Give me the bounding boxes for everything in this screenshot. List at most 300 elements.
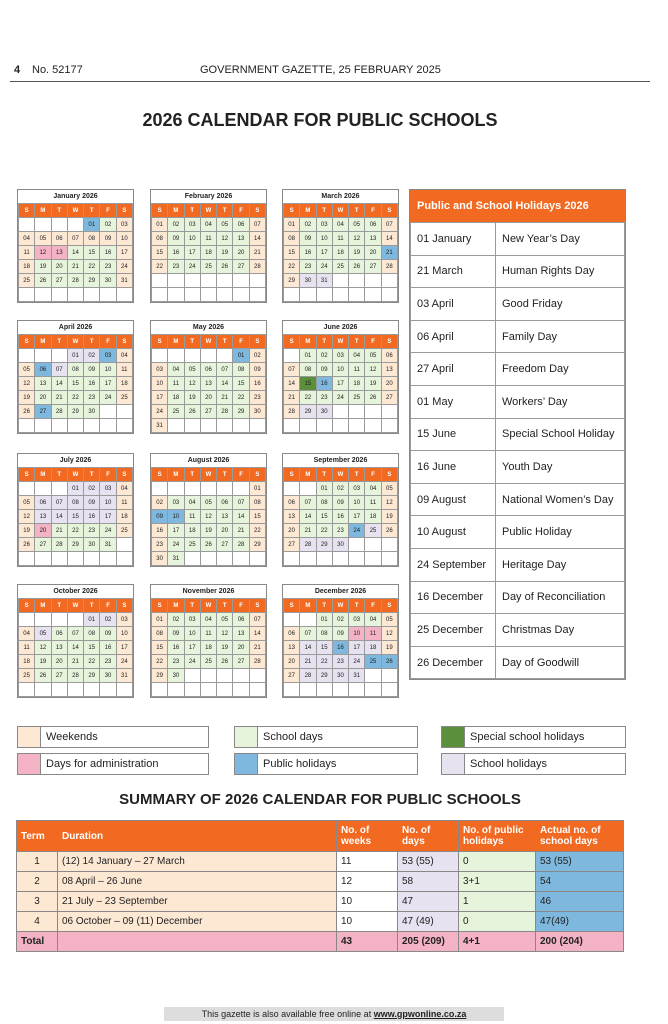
day-header: T (51, 599, 67, 613)
calendar-day: 05 (217, 613, 233, 627)
calendar-day: 13 (381, 363, 397, 377)
calendar-day: 26 (381, 524, 397, 538)
calendar-day (381, 288, 397, 302)
calendar-day: 08 (67, 496, 83, 510)
calendar-day: 15 (152, 246, 168, 260)
calendar-day: 21 (249, 641, 265, 655)
day-header: S (249, 468, 265, 482)
calendar-day: 19 (19, 391, 35, 405)
calendar-day: 05 (365, 349, 381, 363)
holiday-name: Youth Day (496, 451, 625, 484)
calendar-day: 02 (300, 218, 316, 232)
calendar-day (67, 419, 83, 433)
calendar-day (365, 669, 381, 683)
day-header: S (152, 468, 168, 482)
col-public: No. of public holidays (459, 821, 536, 852)
calendar-day: 01 (316, 613, 332, 627)
holidays-table (409, 189, 626, 680)
calendar-day (349, 538, 365, 552)
calendar-day: 23 (332, 655, 348, 669)
calendar-day: 05 (217, 218, 233, 232)
calendar-day: 20 (284, 524, 300, 538)
month-title: September 2026 (313, 457, 368, 464)
calendar-day (349, 683, 365, 697)
calendar-day: 10 (349, 496, 365, 510)
calendar-day: 30 (332, 669, 348, 683)
calendar-day: 06 (35, 363, 51, 377)
calendar-day: 29 (284, 274, 300, 288)
calendar-day (249, 274, 265, 288)
calendar-day: 15 (84, 641, 100, 655)
calendar-day: 25 (19, 274, 35, 288)
calendar-day: 10 (316, 232, 332, 246)
calendar-day (284, 288, 300, 302)
day-header: F (233, 335, 249, 349)
day-header: F (100, 335, 116, 349)
calendar-day: 21 (67, 655, 83, 669)
calendar-day (365, 552, 381, 566)
calendar-day (349, 274, 365, 288)
calendar-day: 27 (35, 538, 51, 552)
calendar-day: 25 (168, 405, 184, 419)
calendar-day (116, 405, 132, 419)
calendar-day (168, 419, 184, 433)
public-holiday-swatch (235, 754, 258, 774)
holiday-row (411, 548, 625, 581)
holiday-row (411, 581, 625, 614)
calendar-day (365, 288, 381, 302)
calendar-day: 31 (116, 669, 132, 683)
month-calendar (282, 453, 399, 567)
calendar-day: 30 (316, 405, 332, 419)
calendar-day (381, 274, 397, 288)
calendar-day: 18 (116, 377, 132, 391)
calendar-day: 24 (332, 391, 348, 405)
calendar-day (200, 274, 216, 288)
calendar-day: 24 (116, 260, 132, 274)
calendar-day: 02 (100, 613, 116, 627)
calendar-day: 22 (316, 524, 332, 538)
calendar-day (316, 288, 332, 302)
day-header: W (332, 468, 348, 482)
holiday-date: 16 June (411, 451, 496, 484)
calendar-day: 11 (184, 510, 200, 524)
calendar-day: 07 (51, 496, 67, 510)
calendar-day: 15 (67, 377, 83, 391)
holiday-row (411, 418, 625, 451)
calendar-day: 31 (349, 669, 365, 683)
total-days: 205 (209) (398, 932, 459, 952)
calendar-day (168, 274, 184, 288)
calendar-day: 12 (19, 377, 35, 391)
legend-label: Weekends (46, 731, 98, 743)
calendar-day: 27 (200, 405, 216, 419)
calendar-day (200, 552, 216, 566)
col-term: Term (17, 821, 58, 852)
calendar-day (19, 613, 35, 627)
calendar-day (35, 482, 51, 496)
summary-cell-weeks: 11 (337, 852, 398, 872)
calendar-day: 07 (284, 363, 300, 377)
day-header: M (300, 335, 316, 349)
calendar-day: 14 (249, 232, 265, 246)
calendar-day: 05 (35, 232, 51, 246)
calendar-day (249, 419, 265, 433)
calendar-day: 26 (217, 655, 233, 669)
calendar-day (19, 683, 35, 697)
calendar-day: 07 (67, 232, 83, 246)
holiday-row (411, 223, 625, 256)
calendar-day (152, 482, 168, 496)
calendar-day: 30 (100, 274, 116, 288)
calendar-day: 24 (184, 655, 200, 669)
calendar-day: 12 (381, 627, 397, 641)
calendar-day: 06 (233, 218, 249, 232)
calendar-day: 19 (200, 524, 216, 538)
calendar-day (217, 482, 233, 496)
calendar-day: 09 (100, 627, 116, 641)
day-header: S (19, 468, 35, 482)
calendar-day (84, 419, 100, 433)
legend-label: School days (263, 731, 323, 743)
holiday-name: Family Day (496, 320, 625, 353)
day-header: S (19, 204, 35, 218)
calendar-day: 05 (35, 627, 51, 641)
calendar-day: 21 (284, 391, 300, 405)
summary-cell-duration: 21 July – 23 September (58, 892, 337, 912)
calendar-day: 09 (100, 232, 116, 246)
day-header: T (316, 335, 332, 349)
calendar-day: 14 (67, 246, 83, 260)
calendar-day: 13 (35, 377, 51, 391)
summary-cell-days: 47 (49) (398, 912, 459, 932)
calendar-day: 31 (116, 274, 132, 288)
calendar-day: 23 (316, 391, 332, 405)
calendar-day: 02 (152, 496, 168, 510)
month-calendar (17, 189, 134, 303)
holiday-name: Workers’ Day (496, 385, 625, 418)
legend-public (234, 753, 418, 775)
calendar-day: 22 (249, 524, 265, 538)
calendar-day: 29 (316, 538, 332, 552)
calendar-day (332, 419, 348, 433)
calendar-day: 01 (284, 218, 300, 232)
calendar-day (84, 288, 100, 302)
calendar-day: 16 (84, 377, 100, 391)
school-days-swatch (235, 727, 258, 747)
calendar-day (300, 613, 316, 627)
holiday-name: Day of Goodwill (496, 646, 625, 679)
day-header: F (100, 599, 116, 613)
calendar-day: 21 (300, 655, 316, 669)
calendar-day: 10 (100, 363, 116, 377)
calendar-day (349, 552, 365, 566)
calendar-day (249, 669, 265, 683)
calendar-day: 02 (100, 218, 116, 232)
calendar-day: 06 (284, 627, 300, 641)
col-actual: Actual no. of school days (536, 821, 624, 852)
calendar-day (19, 552, 35, 566)
calendar-day: 26 (35, 274, 51, 288)
calendar-day: 04 (349, 349, 365, 363)
calendar-day (349, 419, 365, 433)
calendar-day: 23 (332, 524, 348, 538)
day-header: S (381, 599, 397, 613)
calendar-day: 21 (233, 524, 249, 538)
day-header: T (84, 599, 100, 613)
calendar-day: 29 (84, 669, 100, 683)
calendar-day: 27 (284, 669, 300, 683)
calendar-day: 06 (51, 232, 67, 246)
calendar-day: 11 (116, 496, 132, 510)
calendar-day: 19 (35, 655, 51, 669)
issue-number: No. 52177 (32, 64, 83, 76)
calendar-day (51, 683, 67, 697)
holiday-date: 06 April (411, 320, 496, 353)
calendar-day (19, 218, 35, 232)
calendar-day (365, 538, 381, 552)
calendar-day (35, 683, 51, 697)
calendar-day: 07 (51, 363, 67, 377)
calendar-day: 17 (116, 641, 132, 655)
calendar-day (249, 683, 265, 697)
day-header: M (300, 599, 316, 613)
calendar-day: 22 (84, 260, 100, 274)
calendar-day: 20 (51, 655, 67, 669)
day-header: T (184, 468, 200, 482)
calendar-day: 17 (332, 377, 348, 391)
holiday-name: Christmas Day (496, 614, 625, 647)
calendar-day: 09 (168, 627, 184, 641)
calendar-day: 24 (349, 655, 365, 669)
calendar-day: 10 (116, 232, 132, 246)
day-header: T (51, 468, 67, 482)
calendar-day (249, 288, 265, 302)
calendar-day: 04 (365, 482, 381, 496)
calendar-day: 10 (332, 363, 348, 377)
day-header: T (184, 599, 200, 613)
calendar-day (217, 669, 233, 683)
calendar-day: 03 (332, 349, 348, 363)
calendar-day: 06 (381, 349, 397, 363)
calendar-day: 03 (168, 496, 184, 510)
month-title: June 2026 (323, 324, 358, 331)
day-header: M (35, 335, 51, 349)
day-header: F (233, 204, 249, 218)
calendar-day: 04 (332, 218, 348, 232)
calendar-day: 15 (284, 246, 300, 260)
calendar-day: 15 (300, 377, 316, 391)
holiday-date: 01 May (411, 385, 496, 418)
calendar-day (316, 552, 332, 566)
calendar-day: 18 (200, 246, 216, 260)
calendar-day: 12 (365, 363, 381, 377)
calendar-day (116, 683, 132, 697)
calendar-day: 15 (84, 246, 100, 260)
calendar-day: 22 (152, 260, 168, 274)
calendar-day: 10 (116, 627, 132, 641)
calendar-day: 16 (332, 641, 348, 655)
day-header: S (116, 599, 132, 613)
calendar-day: 06 (365, 218, 381, 232)
calendar-day (381, 683, 397, 697)
calendar-day: 24 (152, 405, 168, 419)
footer-link[interactable]: www.gpwonline.co.za (373, 1009, 467, 1019)
calendar-day: 20 (381, 377, 397, 391)
calendar-day: 12 (35, 246, 51, 260)
calendar-day: 18 (365, 510, 381, 524)
calendar-day: 08 (316, 627, 332, 641)
month-title: March 2026 (321, 193, 360, 200)
day-header: T (316, 468, 332, 482)
calendar-day: 10 (184, 627, 200, 641)
calendar-day: 09 (249, 363, 265, 377)
calendar-day: 30 (300, 274, 316, 288)
calendar-day: 13 (51, 246, 67, 260)
calendar-day (300, 552, 316, 566)
calendar-day: 14 (284, 377, 300, 391)
calendar-day: 13 (284, 510, 300, 524)
calendar-day: 05 (381, 613, 397, 627)
calendar-day: 19 (184, 391, 200, 405)
calendar-day: 28 (67, 274, 83, 288)
calendar-day (152, 274, 168, 288)
calendar-day: 01 (84, 218, 100, 232)
day-header: S (284, 468, 300, 482)
calendar-day (284, 482, 300, 496)
page-header (10, 64, 650, 78)
calendar-day: 17 (349, 510, 365, 524)
day-header: F (365, 468, 381, 482)
calendar-day: 13 (35, 510, 51, 524)
day-header: T (217, 468, 233, 482)
calendar-day (168, 349, 184, 363)
day-header: F (233, 599, 249, 613)
calendar-day (300, 419, 316, 433)
calendar-day: 16 (332, 510, 348, 524)
calendar-day: 25 (332, 260, 348, 274)
calendar-day: 05 (200, 496, 216, 510)
day-header: S (249, 204, 265, 218)
calendar-day (100, 683, 116, 697)
calendar-day: 22 (67, 391, 83, 405)
calendar-day: 18 (349, 377, 365, 391)
calendar-day: 20 (51, 260, 67, 274)
legend-label: School holidays (470, 758, 548, 770)
calendar-day: 14 (300, 510, 316, 524)
calendar-day (19, 482, 35, 496)
calendar-day: 24 (184, 260, 200, 274)
calendar-day (284, 419, 300, 433)
calendar-day: 21 (217, 391, 233, 405)
calendar-day: 16 (249, 377, 265, 391)
calendar-day (152, 349, 168, 363)
calendar-day: 20 (365, 246, 381, 260)
calendar-day: 18 (365, 641, 381, 655)
admin-swatch (18, 754, 41, 774)
calendar-day: 30 (152, 552, 168, 566)
calendar-day (300, 288, 316, 302)
calendar-day (233, 683, 249, 697)
calendar-day: 26 (35, 669, 51, 683)
calendar-day (284, 552, 300, 566)
calendar-day: 25 (365, 655, 381, 669)
page-title: 2026 CALENDAR FOR PUBLIC SCHOOLS (142, 110, 498, 130)
calendar-day (100, 552, 116, 566)
calendar-day: 27 (284, 538, 300, 552)
summary-cell-days: 58 (398, 872, 459, 892)
calendar-day: 22 (300, 391, 316, 405)
calendar-day: 17 (184, 641, 200, 655)
holiday-name: National Women’s Day (496, 483, 625, 516)
calendar-day: 22 (84, 655, 100, 669)
legend-weekends (17, 726, 209, 748)
day-header: M (300, 468, 316, 482)
calendar-day: 11 (116, 363, 132, 377)
month-calendar (150, 453, 267, 567)
col-duration: Duration (58, 821, 337, 852)
calendar-day: 25 (200, 655, 216, 669)
day-header: M (300, 204, 316, 218)
calendar-day: 31 (316, 274, 332, 288)
calendar-day: 08 (84, 627, 100, 641)
calendar-day: 09 (316, 363, 332, 377)
calendar-day (152, 288, 168, 302)
legend-label: Public holidays (263, 758, 337, 770)
calendar-day (233, 288, 249, 302)
summary-total-row (17, 932, 624, 952)
total-weeks: 43 (337, 932, 398, 952)
calendar-day: 21 (300, 524, 316, 538)
calendar-day: 03 (116, 613, 132, 627)
day-header: S (152, 599, 168, 613)
calendar-day: 24 (349, 524, 365, 538)
holiday-row (411, 255, 625, 288)
summary-cell-public: 3+1 (459, 872, 536, 892)
calendar-day: 26 (19, 538, 35, 552)
calendar-day (116, 419, 132, 433)
calendar-day: 11 (365, 496, 381, 510)
calendar-day (184, 552, 200, 566)
day-header: S (249, 599, 265, 613)
calendar-day: 11 (200, 627, 216, 641)
summary-cell-public: 0 (459, 852, 536, 872)
calendar-day: 13 (233, 627, 249, 641)
calendar-day: 23 (84, 391, 100, 405)
calendar-day: 17 (184, 246, 200, 260)
calendar-day: 04 (19, 627, 35, 641)
summary-cell-actual: 54 (536, 872, 624, 892)
month-calendar (282, 320, 399, 434)
calendar-day (217, 683, 233, 697)
day-header: S (381, 468, 397, 482)
calendar-day (35, 419, 51, 433)
calendar-day (200, 669, 216, 683)
calendar-day: 11 (332, 232, 348, 246)
calendar-day (233, 552, 249, 566)
calendar-day: 24 (116, 655, 132, 669)
day-header: W (332, 599, 348, 613)
day-header: W (67, 599, 83, 613)
day-header: W (67, 468, 83, 482)
holiday-row (411, 385, 625, 418)
calendar-day: 05 (184, 363, 200, 377)
legend-special (441, 726, 626, 748)
calendar-day: 26 (365, 391, 381, 405)
holiday-row (411, 483, 625, 516)
summary-row (17, 892, 624, 912)
calendar-day: 19 (349, 246, 365, 260)
